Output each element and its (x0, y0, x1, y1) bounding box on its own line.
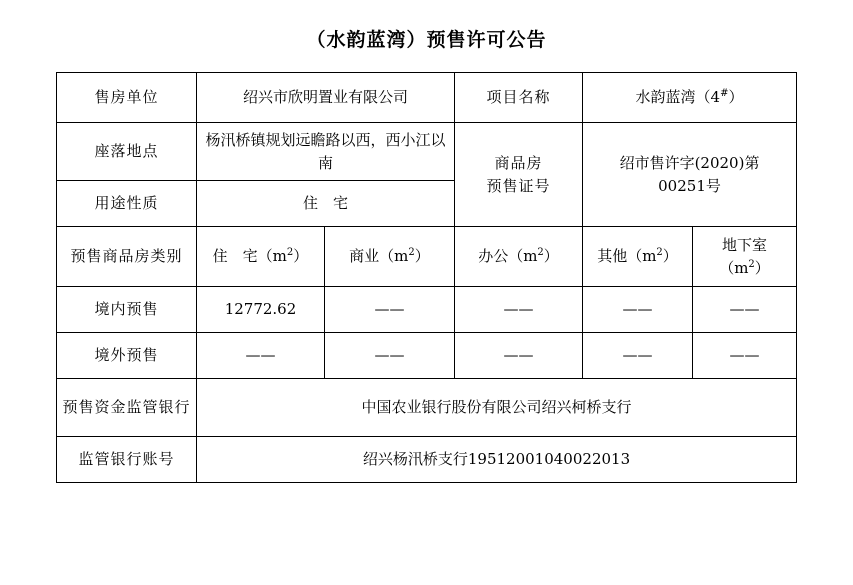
cell-domestic-basement: —— (693, 287, 797, 333)
header-office-tail: ） (543, 247, 559, 266)
table-row (56, 123, 796, 181)
cell-domestic-commercial: —— (324, 287, 454, 333)
cell-overseas-office: —— (455, 333, 583, 379)
permit-label-line2: 预售证号 (486, 176, 551, 195)
header-commercial-text: 商业（m (349, 247, 409, 266)
header-commercial-sup: 2 (408, 247, 415, 259)
permit-value-line2: 00251号 (658, 176, 721, 195)
cell-domestic-office: —— (455, 287, 583, 333)
header-basement-sup: 2 (748, 258, 755, 270)
table-row (56, 287, 796, 333)
cell-domestic-other: —— (583, 287, 693, 333)
cell-label-seller: 售房单位 (56, 73, 196, 123)
project-name-sup: # (720, 88, 729, 100)
cell-label-category: 预售商品房类别 (56, 227, 196, 287)
cell-value-bank-account: 绍兴杨汛桥支行19512001040022013 (196, 437, 796, 483)
header-office-text: 办公（m (478, 247, 538, 266)
permit-label-line1: 商品房 (494, 154, 543, 172)
cell-overseas-other: —— (583, 333, 693, 379)
presale-permit-table (56, 72, 797, 483)
page-title: （水韵蓝湾）预售许可公告 (306, 29, 547, 51)
project-name-text: 水韵蓝湾（4 (635, 88, 721, 107)
cell-value-project (583, 73, 797, 123)
cell-label-supervision-bank: 预售资金监管银行 (56, 379, 196, 437)
cell-overseas-commercial: —— (324, 333, 454, 379)
cell-value-location: 杨汛桥镇规划远瞻路以西，西小江以南 (196, 123, 454, 181)
header-other-tail: ） (662, 247, 678, 266)
header-other-sup: 2 (656, 247, 663, 259)
cell-label-usage: 用途性质 (56, 181, 196, 227)
header-commercial-tail: ） (414, 247, 430, 266)
header-residential-sup: 2 (286, 247, 294, 259)
cell-label-bank-account: 监管银行账号 (56, 437, 196, 483)
cell-header-basement (693, 227, 797, 287)
cell-header-residential (196, 227, 324, 287)
header-basement-unit: （m (719, 258, 749, 277)
cell-domestic-residential: 12772.62 (196, 287, 324, 333)
table-row (56, 437, 796, 483)
cell-label-location: 座落地点 (56, 123, 196, 181)
header-basement-line1: 地下室 (722, 236, 768, 254)
cell-header-commercial (324, 227, 454, 287)
cell-overseas-basement: —— (693, 333, 797, 379)
cell-label-permit-number (455, 123, 583, 227)
header-residential-tail: ） (293, 247, 309, 266)
table-row (56, 73, 796, 123)
header-office-sup: 2 (537, 247, 544, 259)
cell-overseas-residential: —— (196, 333, 324, 379)
header-other-text: 其他（m (597, 247, 657, 266)
cell-value-supervision-bank: 中国农业银行股份有限公司绍兴柯桥支行 (196, 379, 796, 437)
table-row (56, 379, 796, 437)
cell-label-overseas-presale: 境外预售 (56, 333, 196, 379)
header-basement-tail: ） (754, 258, 770, 277)
header-basement-line2 (697, 257, 792, 280)
permit-value-line1: 绍市售许字(2020)第 (619, 154, 760, 172)
header-residential-text: 住 宅（m (212, 247, 287, 266)
cell-value-permit-number (583, 123, 797, 227)
cell-header-office (455, 227, 583, 287)
project-name-tail: ） (728, 88, 744, 107)
table-row (56, 227, 796, 287)
cell-header-other (583, 227, 693, 287)
table-row (56, 333, 796, 379)
cell-value-seller: 绍兴市欣明置业有限公司 (196, 73, 454, 123)
cell-label-project: 项目名称 (455, 73, 583, 123)
cell-value-usage: 住 宅 (196, 181, 454, 227)
cell-label-domestic-presale: 境内预售 (56, 287, 196, 333)
